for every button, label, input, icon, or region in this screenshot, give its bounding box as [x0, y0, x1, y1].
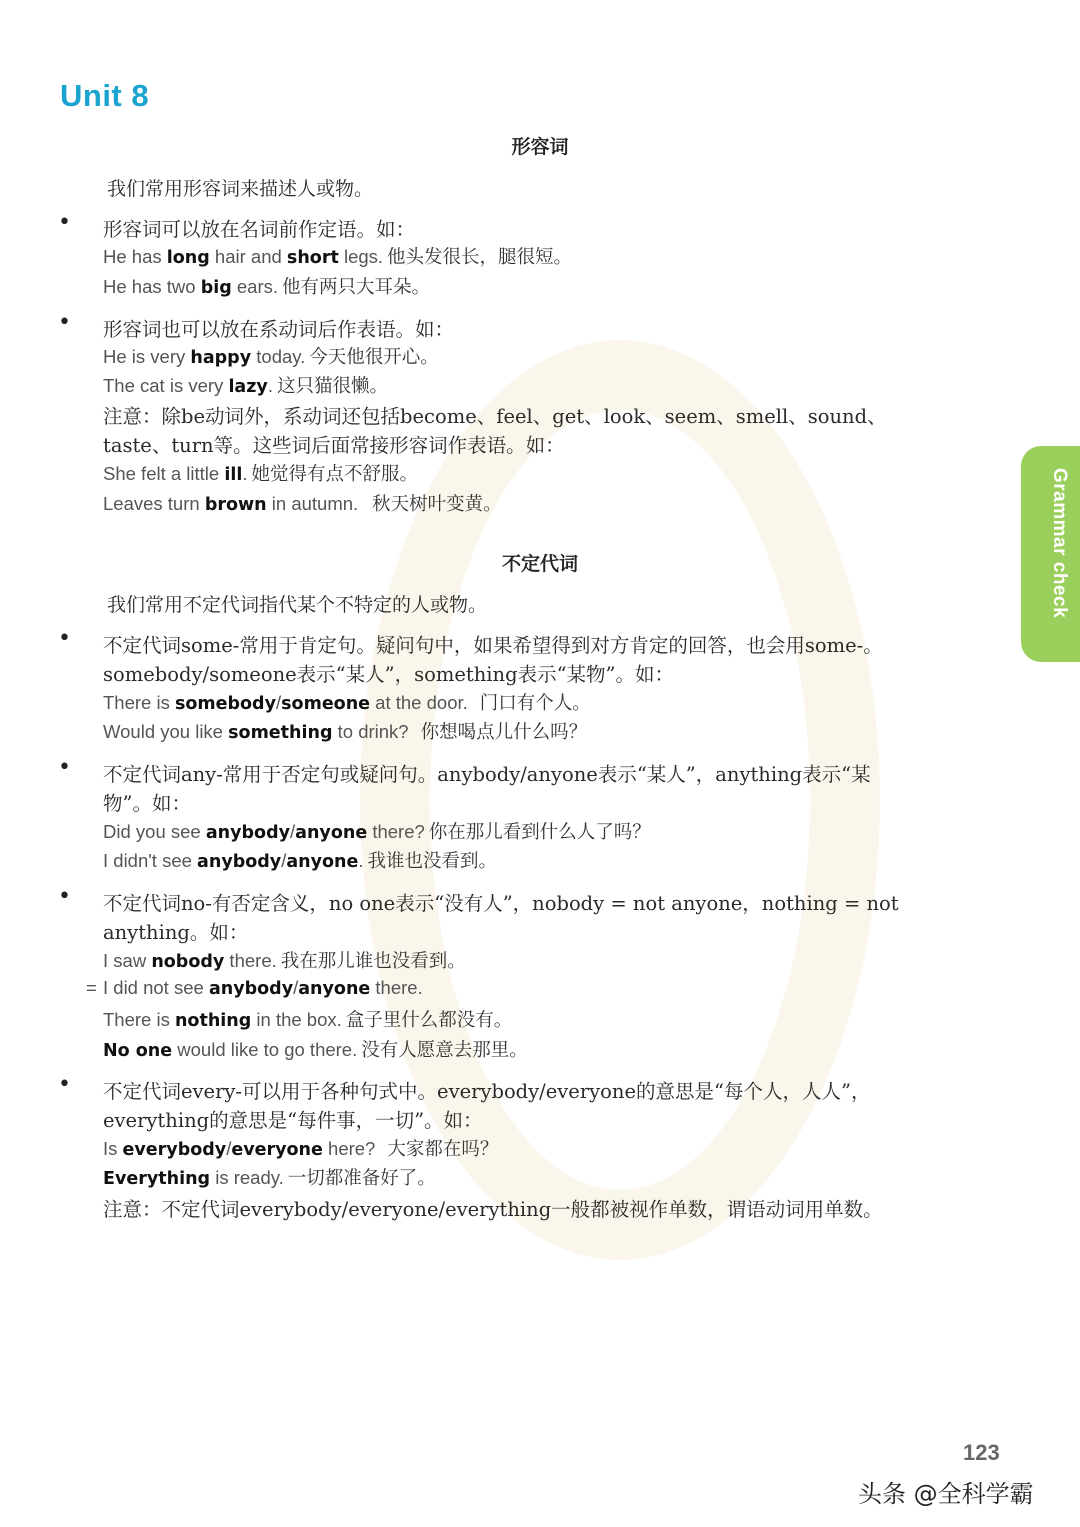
rule-text: anything。如：	[103, 921, 249, 944]
rule-text: 不定代词no-有否定含义，no one表示“没有人”，nobody = not anyone，nothing = not	[103, 892, 899, 915]
example-sentence: Leaves turn brown in autumn. 秋天树叶变黄。	[103, 493, 502, 515]
example-sentence: I didn't see anybody/anyone. 我谁也没看到。	[103, 850, 498, 872]
bullet-icon: •	[58, 310, 71, 335]
example-sentence: She felt a little ill. 她觉得有点不舒服。	[103, 463, 418, 485]
rule-text: 形容词也可以放在系动词后作表语。如：	[103, 318, 455, 341]
example-sentence: Would you like something to drink? 你想喝点儿什么吗？	[103, 721, 588, 743]
example-sentence: Is everybody/everyone here? 大家都在吗？	[103, 1138, 499, 1160]
page-number: 123	[963, 1440, 1000, 1465]
example-sentence: No one would like to go there. 没有人愿意去那里。	[103, 1039, 528, 1061]
rule-text: 物”。如：	[103, 792, 191, 815]
grammar-check-tab-label: Grammar check	[1049, 468, 1070, 619]
equals-sign: =	[86, 977, 97, 998]
example-sentence: Did you see anybody/anyone there? 你在那儿看到什么人了吗？	[103, 821, 651, 843]
rule-text: 不定代词every-可以用于各种句式中。everybody/everyone的意思是“每个人，人人”，	[103, 1080, 871, 1103]
bullet-icon: •	[58, 1072, 71, 1097]
unit-title: Unit 8	[60, 78, 150, 113]
section-title-indefinite-pronouns: 不定代词	[501, 553, 578, 575]
bullet-icon: •	[58, 755, 71, 780]
example-sentence: I did not see anybody/anyone there.	[103, 977, 423, 999]
example-sentence: I saw nobody there. 我在那儿谁也没看到。	[103, 950, 466, 972]
rule-text: 不定代词some-常用于肯定句。疑问句中，如果希望得到对方肯定的回答，也会用some-。	[103, 634, 883, 657]
note-text: 注意：不定代词everybody/everyone/everything一般都被视作单数，谓语动词用单数。	[103, 1198, 883, 1221]
note-text: taste、turn等。这些词后面常接形容词作表语。如：	[103, 434, 565, 457]
rule-text: somebody/someone表示“某人”，something表示“某物”。如：	[103, 663, 675, 686]
rule-text: 形容词可以放在名词前作定语。如：	[103, 218, 416, 241]
example-sentence: He is very happy today. 今天他很开心。	[103, 346, 439, 368]
section-intro: 我们常用形容词来描述人或物。	[107, 178, 374, 200]
section-intro: 我们常用不定代词指代某个不特定的人或物。	[107, 594, 488, 616]
source-credit: 头条 @全科学霸	[858, 1480, 1034, 1508]
example-sentence: Everything is ready. 一切都准备好了。	[103, 1167, 436, 1189]
rule-text: 不定代词any-常用于否定句或疑问句。anybody/anyone表示“某人”，anything表示“某	[103, 763, 871, 786]
example-sentence: There is somebody/someone at the door. 门口有个人。	[103, 692, 591, 714]
example-sentence: There is nothing in the box. 盒子里什么都没有。	[103, 1009, 513, 1031]
section-title-adjectives: 形容词	[511, 136, 569, 158]
note-text: 注意：除be动词外，系动词还包括become、feel、get、look、seem、smell、sound、	[103, 405, 887, 428]
bullet-icon: •	[58, 210, 71, 235]
rule-text: everything的意思是“每件事，一切”。如：	[103, 1109, 483, 1132]
bullet-icon: •	[58, 884, 71, 909]
example-sentence: He has long hair and short legs. 他头发很长，腿很短。	[103, 246, 573, 268]
example-sentence: The cat is very lazy. 这只猫很懒。	[103, 375, 388, 397]
bullet-icon: •	[58, 626, 71, 651]
example-sentence: He has two big ears. 他有两只大耳朵。	[103, 276, 431, 298]
